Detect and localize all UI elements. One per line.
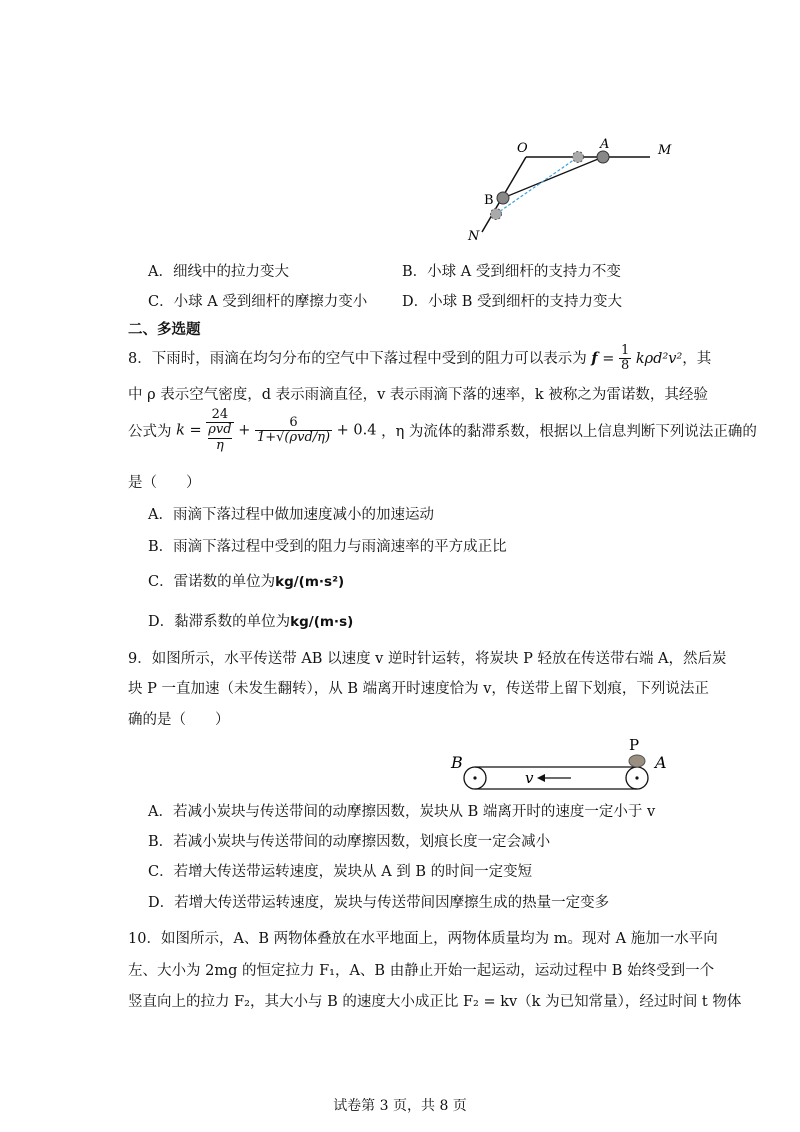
belt-label-v: v — [525, 769, 534, 787]
q7-option-b: B．小球 A 受到细杆的支持力不变 — [402, 264, 621, 280]
q8-option-c-unit: kg/(m·s²) — [275, 574, 345, 590]
q8-line3-text: 公式为 — [128, 423, 172, 440]
q8-f: f — [591, 349, 598, 367]
q8-expr: kρd²v² — [635, 350, 683, 367]
q8-line3-end: ，η 为流体的黏滞系数，根据以上信息判断下列说法正确的 — [381, 423, 757, 440]
pulley-b-axle — [473, 776, 476, 779]
q8-frac-num: 1 — [620, 343, 630, 358]
label-b: B — [484, 193, 494, 208]
q8-option-c — [148, 570, 344, 591]
q9-option-d: D．若增大传送带运转速度，炭块与传送带间因摩擦生成的热量一定变多 — [148, 895, 610, 911]
q8-k-eq: k = — [176, 422, 207, 439]
q9-line1: 9．如图所示，水平传送带 AB 以速度 v 逆时针运转，将炭块 P 轻放在传送带右端 A，然后炭 — [128, 651, 727, 667]
q8-term1-den-bot: η — [216, 437, 224, 453]
conveyor-belt-figure — [445, 732, 685, 794]
q8-option-b: B．雨滴下落过程中受到的阻力与雨滴速率的平方成正比 — [148, 539, 507, 555]
ball-b — [497, 192, 509, 204]
q7-option-c: C．小球 A 受到细杆的摩擦力变小 — [148, 294, 368, 310]
q8-term1 — [206, 408, 233, 453]
belt-label-a: A — [655, 753, 667, 772]
rod-ball-figure — [460, 130, 690, 245]
q8-option-d-text: D．黏滞系数的单位为 — [148, 614, 291, 630]
belt-label-p: P — [629, 736, 640, 754]
q8-frac — [619, 344, 631, 374]
label-o: O — [517, 141, 528, 156]
page-footer: 试卷第 3 页，共 8 页 — [333, 1098, 467, 1114]
q8-plus1: + — [238, 422, 255, 439]
q9-option-b: B．若减小炭块与传送带间的动摩擦因数，划痕长度一定会减小 — [148, 834, 551, 850]
q10-line2: 左、大小为 2mg 的恒定拉力 F₁，A、B 由静止开始一起运动，运动过程中 B 始终受到一个 — [128, 963, 715, 979]
ball-a — [597, 151, 609, 163]
pulley-a-axle — [635, 776, 638, 779]
q9-line2: 块 P 一直加速（未发生翻转），从 B 端离开时速度恰为 v，传送带上留下划痕，下列说法正 — [128, 681, 709, 697]
q8-term2-den: 1+√(ρvd/η) — [256, 429, 331, 445]
velocity-arrowhead — [537, 774, 545, 782]
q8-term1-den-top: ρvd — [208, 422, 232, 438]
label-m: M — [658, 143, 672, 158]
q8-line1-text: 8．下雨时，雨滴在均匀分布的空气中下落过程中受到的阻力可以表示为 — [128, 350, 587, 367]
q8-line3 — [128, 408, 757, 453]
label-n: N — [468, 229, 480, 244]
carbon-block-p — [629, 755, 645, 767]
q10-line1: 10．如图所示，A、B 两物体叠放在水平地面上，两物体质量均为 m。现对 A 施加一水平向 — [128, 931, 718, 947]
section-title: 二、多选题 — [128, 321, 201, 338]
q8-term2 — [255, 416, 332, 446]
q7-option-d: D．小球 B 受到细杆的支持力变大 — [402, 294, 622, 310]
q8-term1-num: 24 — [206, 408, 233, 423]
q8-line4: 是（ ） — [128, 475, 201, 491]
label-a: A — [600, 137, 610, 152]
q7-option-a: A．细线中的拉力变大 — [148, 264, 289, 280]
q8-option-d — [148, 610, 353, 631]
q8-option-c-text: C．雷诺数的单位为 — [148, 574, 276, 590]
q9-option-a: A．若减小炭块与传送带间的动摩擦因数，炭块从 B 端离开时的速度一定小于 v — [148, 804, 656, 820]
q10-line3: 竖直向上的拉力 F₂，其大小与 B 的速度大小成正比 F₂ = kv（k 为已知常量），经过时间 t 物体 — [128, 994, 742, 1010]
q8-option-a: A．雨滴下落过程中做加速度减小的加速运动 — [148, 507, 434, 523]
ball-a-ghost — [573, 152, 584, 163]
string-line — [503, 157, 603, 198]
q8-eq: = — [597, 350, 619, 367]
q8-option-d-unit: kg/(m·s) — [290, 614, 354, 630]
q8-plus2: + 0.4 — [336, 422, 377, 439]
q8-line1 — [128, 344, 711, 374]
belt-label-b: B — [451, 753, 463, 772]
ball-b-ghost — [491, 209, 502, 220]
q9-option-c: C．若增大传送带运转速度，炭块从 A 到 B 的时间一定变短 — [148, 864, 533, 880]
q8-term1-den — [206, 423, 233, 453]
q8-line1-end: ，其 — [682, 350, 712, 367]
dashed-string — [496, 157, 578, 214]
q8-line2: 中 ρ 表示空气密度，d 表示雨滴直径，v 表示雨滴下落的速率，k 被称之为雷诺数，其经验 — [128, 387, 708, 403]
q8-term2-num: 6 — [255, 416, 332, 431]
q8-frac-den: 8 — [620, 358, 630, 374]
q9-line3: 确的是（ ） — [128, 712, 230, 728]
